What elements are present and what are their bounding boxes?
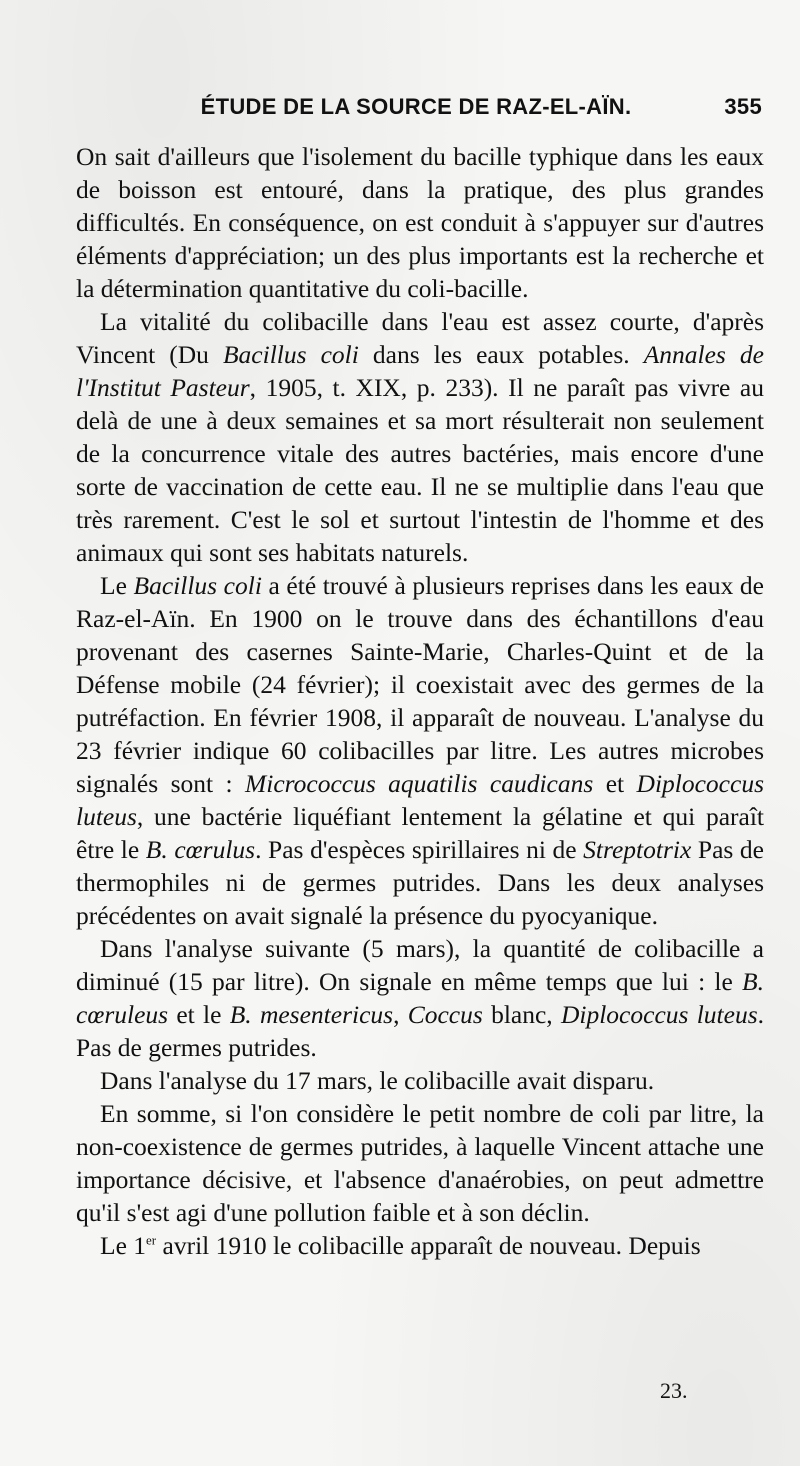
text-run: On sait d'ailleurs que l'isolement du bacille typhique dans les eaux de boisson est entouré, dans la pratique, des plus grandes difficultés. En conséquence, on est conduit à s'appuyer sur d'autres éléments d'appréciation; un des plus importants est la recherche et la détermination quantitative du coli-bacille. (76, 142, 764, 303)
running-title: ÉTUDE DE LA SOURCE DE RAZ-EL-AÏN. (200, 94, 632, 119)
paragraph (76, 140, 764, 305)
text-run: a été trouvé à plusieurs reprises dans les eaux de Raz-el-Aïn. En 1900 on le trouve dans des échantillons d'eau provenant des casernes Sainte-Marie, Charles-Quint et de la Défense mobile (24 février); il coexistait avec des germes de la putréfaction. En février 1908, il apparaît de nouveau. L'analyse du 23 février indique 60 colibacilles par litre. Les autres microbes signalés sont : (76, 571, 764, 798)
text-run: avril 1910 le colibacille apparaît de nouveau. Depuis (156, 1231, 701, 1260)
text-run: . Pas de germes putrides. (76, 1000, 764, 1062)
text-run: Dans l'analyse du 17 mars, le colibacille avait disparu. (100, 1066, 655, 1095)
italic-text: Micrococcus aquatilis caudicans (245, 769, 594, 798)
paragraph (76, 1064, 764, 1097)
text-run: Le (100, 571, 134, 600)
paragraph (76, 569, 764, 932)
text-run: et le (168, 1000, 230, 1029)
paragraph (76, 305, 764, 569)
italic-text: Bacillus coli (133, 571, 262, 600)
italic-text: B. cœrulus (145, 835, 256, 864)
paragraph (76, 932, 764, 1064)
italic-text: Diplococcus luteus (560, 1000, 758, 1029)
text-run: , 1905, t. XIX, p. 233). Il ne paraît pas vivre au delà de une à deux semaines et sa mort résulterait non seulement de la concurrence vitale des autres bactéries, mais encore d'une sorte de vaccination de cette eau. Il ne se multiplie dans l'eau que très rarement. C'est le sol et surtout l'intestin de l'homme et des animaux qui sont ses habitats naturels. (76, 373, 764, 567)
text-run: En somme, si l'on considère le petit nombre de coli par litre, la non-coexistence de germes putrides, à laquelle Vincent attache une importance décisive, et l'absence d'anaérobies, on peut admettre qu'il s'est agi d'une pollution faible et à son déclin. (76, 1099, 764, 1227)
italic-text: Coccus (407, 1000, 483, 1029)
text-run: Le 1 (100, 1231, 147, 1260)
text-run: , une bactérie liquéfiant lentement la gélatine et qui paraît être le (76, 802, 764, 864)
text-run: Dans l'analyse suivante (5 mars), la quantité de colibacille a diminué (15 par litre). On signale en même temps que lui : le (76, 934, 764, 996)
page-number: 355 (724, 94, 762, 119)
text-run: et (593, 769, 637, 798)
body-text (76, 140, 764, 1262)
paragraph (76, 1229, 764, 1262)
text-run: dans les eaux potables. (358, 340, 644, 369)
text-run: Pas de thermophiles ni de germes putrides. Dans les deux analyses précédentes on avait signalé la présence du pyocyanique. (76, 835, 764, 930)
italic-text: B. cœruleus (76, 967, 764, 1029)
text-run: La vitalité du colibacille dans l'eau est assez courte, d'après Vincent (Du (76, 307, 764, 369)
italic-text: B. mesentericus (229, 1000, 394, 1029)
superscript: er (146, 1232, 157, 1248)
italic-text: Streptotrix (583, 835, 692, 864)
italic-text: Bacillus coli (222, 340, 359, 369)
running-header (70, 94, 762, 126)
italic-text: Annales de l'Institut Pasteur (76, 340, 764, 402)
italic-text: Diplococcus luteus (76, 769, 764, 831)
signature-mark: 23. (660, 1378, 688, 1403)
text-run: , (393, 1000, 408, 1029)
text-run: blanc, (482, 1000, 561, 1029)
paragraph (76, 1097, 764, 1229)
text-run: . Pas d'espèces spirillaires ni de (255, 835, 584, 864)
